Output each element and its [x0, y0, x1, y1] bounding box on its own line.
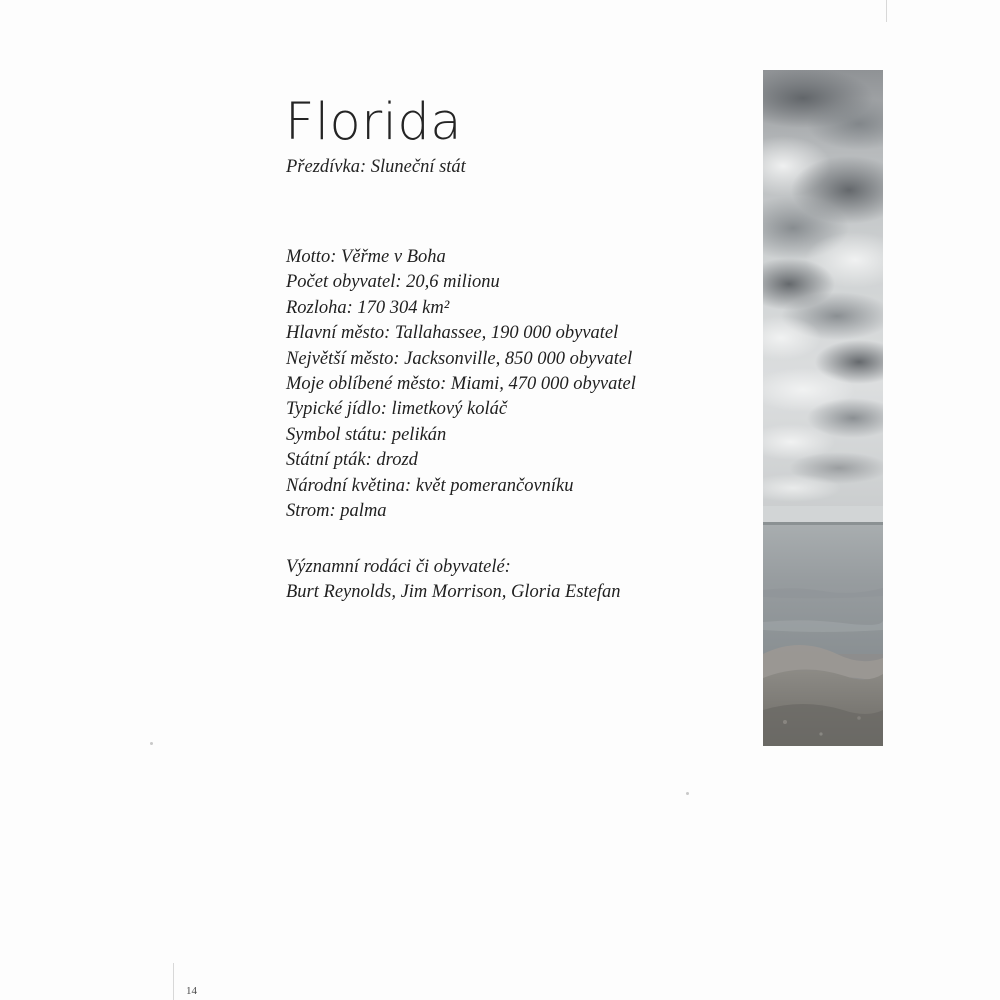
notable-people-names: Burt Reynolds, Jim Morrison, Gloria Estefan	[286, 581, 621, 602]
list-item: Moje oblíbené město: Miami, 470 000 obyvatel	[286, 374, 636, 395]
fact-list	[286, 245, 705, 524]
state-nickname: Přezdívka: Sluneční stát	[286, 157, 466, 178]
list-item: Strom: palma	[286, 501, 387, 522]
list-item: Rozloha: 170 304 km²	[286, 297, 450, 318]
page-edge-mark-top	[886, 0, 887, 22]
scan-speck	[150, 742, 153, 745]
list-item: Počet obyvatel: 20,6 milionu	[286, 272, 500, 293]
page-number: 14	[186, 985, 197, 997]
list-item: Největší město: Jacksonville, 850 000 obyvatel	[286, 348, 633, 369]
page-edge-mark-left	[173, 963, 174, 1000]
scan-speck	[686, 792, 689, 795]
list-item: Národní květina: květ pomerančovníku	[286, 475, 574, 496]
list-item: Hlavní město: Tallahassee, 190 000 obyvatel	[286, 323, 619, 344]
list-item: Typické jídlo: limetkový koláč	[286, 399, 508, 420]
notable-people-block	[286, 555, 705, 606]
list-item: Motto: Věřme v Boha	[286, 247, 446, 268]
state-photo	[763, 70, 883, 746]
list-item: Státní pták: drozd	[286, 450, 418, 471]
notable-people-heading: Významní rodáci či obyvatelé:	[286, 556, 511, 577]
list-item: Symbol státu: pelikán	[286, 424, 447, 445]
text-column	[285, 93, 705, 605]
page-title: Florida	[285, 93, 462, 152]
